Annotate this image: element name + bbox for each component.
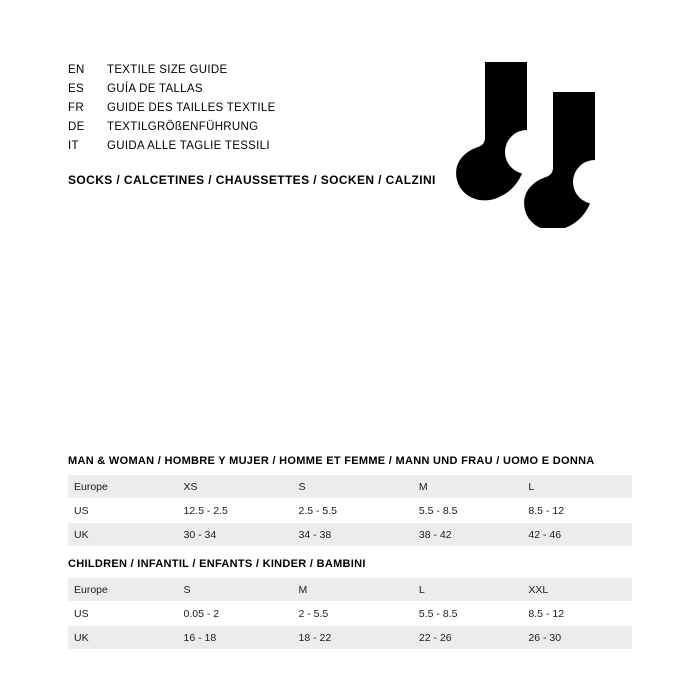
table-title-children: CHILDREN / INFANTIL / ENFANTS / KINDER / BAMBINI xyxy=(68,558,366,570)
row-label-europe: Europe xyxy=(68,475,178,499)
cell-uk-4: 26 - 30 xyxy=(522,626,632,650)
cell-us-2: 2 - 5.5 xyxy=(293,602,413,626)
row-label-us: US xyxy=(68,499,178,523)
language-code-de: DE xyxy=(68,121,85,133)
cell-uk-1: 16 - 18 xyxy=(178,626,293,650)
sock-front-shape xyxy=(524,92,595,228)
language-code-en: EN xyxy=(68,64,85,76)
table-title-man-woman: MAN & WOMAN / HOMBRE Y MUJER / HOMME ET FEMME / MANN UND FRAU / UOMO E DONNA xyxy=(68,455,595,467)
language-text-de: TEXTILGRÖßENFÜHRUNG xyxy=(107,121,259,133)
cell-us-4: 8.5 - 12 xyxy=(522,602,632,626)
language-row-de xyxy=(68,121,488,140)
page-subtitle: SOCKS / CALCETINES / CHAUSSETTES / SOCKEN / CALZINI xyxy=(68,173,436,187)
table-children xyxy=(68,578,632,649)
cell-europe-3: M xyxy=(413,475,523,499)
cell-us-3: 5.5 - 8.5 xyxy=(413,499,523,523)
language-text-es: GUÍA DE TALLAS xyxy=(107,83,203,95)
cell-us-4: 8.5 - 12 xyxy=(522,499,632,523)
language-text-fr: GUIDE DES TAILLES TEXTILE xyxy=(107,102,276,114)
socks-illustration xyxy=(455,58,630,228)
table-row xyxy=(68,578,632,602)
table-row xyxy=(68,626,632,650)
language-text-it: GUIDA ALLE TAGLIE TESSILI xyxy=(107,140,270,152)
cell-europe-4: XXL xyxy=(522,578,632,602)
cell-us-2: 2.5 - 5.5 xyxy=(293,499,413,523)
cell-europe-3: L xyxy=(413,578,523,602)
table-row xyxy=(68,602,632,626)
row-label-uk: UK xyxy=(68,626,178,650)
table-row xyxy=(68,475,632,499)
language-row-it xyxy=(68,140,488,159)
cell-uk-2: 34 - 38 xyxy=(293,523,413,547)
table-man-woman xyxy=(68,475,632,546)
cell-europe-1: XS xyxy=(178,475,293,499)
row-label-uk: UK xyxy=(68,523,178,547)
cell-us-1: 0.05 - 2 xyxy=(178,602,293,626)
language-row-en xyxy=(68,64,488,83)
language-code-es: ES xyxy=(68,83,84,95)
language-header xyxy=(68,64,488,187)
language-row-es xyxy=(68,83,488,102)
language-code-it: IT xyxy=(68,140,79,152)
language-text-en: TEXTILE SIZE GUIDE xyxy=(107,64,228,76)
language-code-fr: FR xyxy=(68,102,84,114)
language-row-fr xyxy=(68,102,488,121)
cell-uk-4: 42 - 46 xyxy=(522,523,632,547)
cell-us-3: 5.5 - 8.5 xyxy=(413,602,523,626)
cell-europe-2: S xyxy=(293,475,413,499)
size-table-man-woman xyxy=(68,455,632,546)
row-label-europe: Europe xyxy=(68,578,178,602)
cell-uk-2: 18 - 22 xyxy=(293,626,413,650)
cell-uk-1: 30 - 34 xyxy=(178,523,293,547)
table-row xyxy=(68,499,632,523)
cell-uk-3: 38 - 42 xyxy=(413,523,523,547)
cell-us-1: 12.5 - 2.5 xyxy=(178,499,293,523)
cell-uk-3: 22 - 26 xyxy=(413,626,523,650)
cell-europe-1: S xyxy=(178,578,293,602)
row-label-us: US xyxy=(68,602,178,626)
table-row xyxy=(68,523,632,547)
sock-back-shape xyxy=(456,62,527,200)
cell-europe-2: M xyxy=(293,578,413,602)
cell-europe-4: L xyxy=(522,475,632,499)
size-table-children xyxy=(68,558,632,649)
